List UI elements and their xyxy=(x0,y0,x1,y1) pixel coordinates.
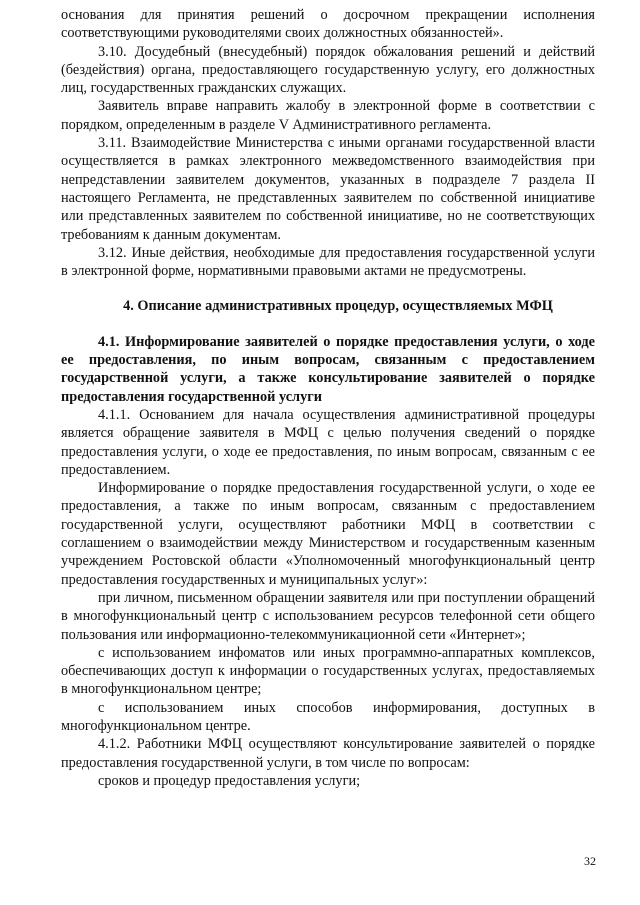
paragraph-other-methods: с использованием иных способов информирования, доступных в многофункциональном центре. xyxy=(61,699,595,734)
paragraph-4-1-1: 4.1.1. Основанием для начала осуществления административной процедуры является обращение заявителя в МФЦ с целью получения сведений о порядке предоставления услуги, о ходе ее предоставления, по иным вопросам, связанным с ее предоставлением. xyxy=(61,406,595,478)
paragraph-4-1-2: 4.1.2. Работники МФЦ осуществляют консультирование заявителей о порядке предоставления государственной услуги, в том числе по вопросам: xyxy=(61,736,595,771)
paragraph-3-12: 3.12. Иные действия, необходимые для предоставления государственной услуги в электронной форме, нормативными правовыми актами не предусмотрены. xyxy=(61,244,595,280)
paragraph-continuation: основания для принятия решений о досрочном прекращении исполнения соответствующими руководителями своих должностных обязанностей». xyxy=(61,7,595,42)
paragraph-3-11: 3.11. Взаимодействие Министерства с иными органами государственной власти осуществляется в рамках электронного межведомственного взаимодействия при непредставлении заявителем документов, указанных в подразделе 7 раздела II настоящего Регламента, не представленных заявителем по собственной инициативе или представленных заявителем по собственной инициативе, но не соответствующих требованиям к данным документам. xyxy=(61,135,595,243)
paragraph-personal-request: при личном, письменном обращении заявителя или при поступлении обращений в многофункциональный центр с использованием ресурсов телефонной сети общего пользования или информационно-телекоммуникационной сети «Интернет»; xyxy=(61,589,595,643)
subsection-heading: 4.1. Информирование заявителей о порядке предоставления услуги, о ходе ее предоставления, по иным вопросам, связанным с предоставлением государственной услуги, а также консультирование заявителей о порядке предоставления государственной услуги xyxy=(61,333,595,405)
paragraph-infomats: с использованием инфоматов или иных программно-аппаратных комплексов, обеспечивающих доступ к информации о государственных услугах, предоставляемых в многофункциональном центре; xyxy=(61,644,595,698)
page-number: 32 xyxy=(584,854,596,868)
document-page xyxy=(61,6,595,790)
paragraph-3-10: 3.10. Досудебный (внесудебный) порядок обжалования решений и действий (бездействия) органа, предоставляющего государственную услугу, его должностных лиц, государственных гражданских служащих. xyxy=(61,43,595,97)
paragraph-complaint: Заявитель вправе направить жалобу в электронной форме в соответствии с порядком, определенным в разделе V Административного регламента. xyxy=(61,98,595,133)
section-heading: 4. Описание административных процедур, осуществляемых МФЦ xyxy=(123,298,553,315)
paragraph-informing: Информирование о порядке предоставления государственной услуги, о ходе ее предоставления, а также по иным вопросам, связанным с предоставлением государственной услуги, осуществляют работники МФЦ в соответствии с соглашением о взаимодействии между Министерством и государственным казенным учреждением Ростовской области «Уполномоченный многофункциональный центр предоставления государственных и муниципальных услуг»: xyxy=(61,480,595,588)
paragraph-terms: сроков и процедур предоставления услуги; xyxy=(98,772,361,789)
